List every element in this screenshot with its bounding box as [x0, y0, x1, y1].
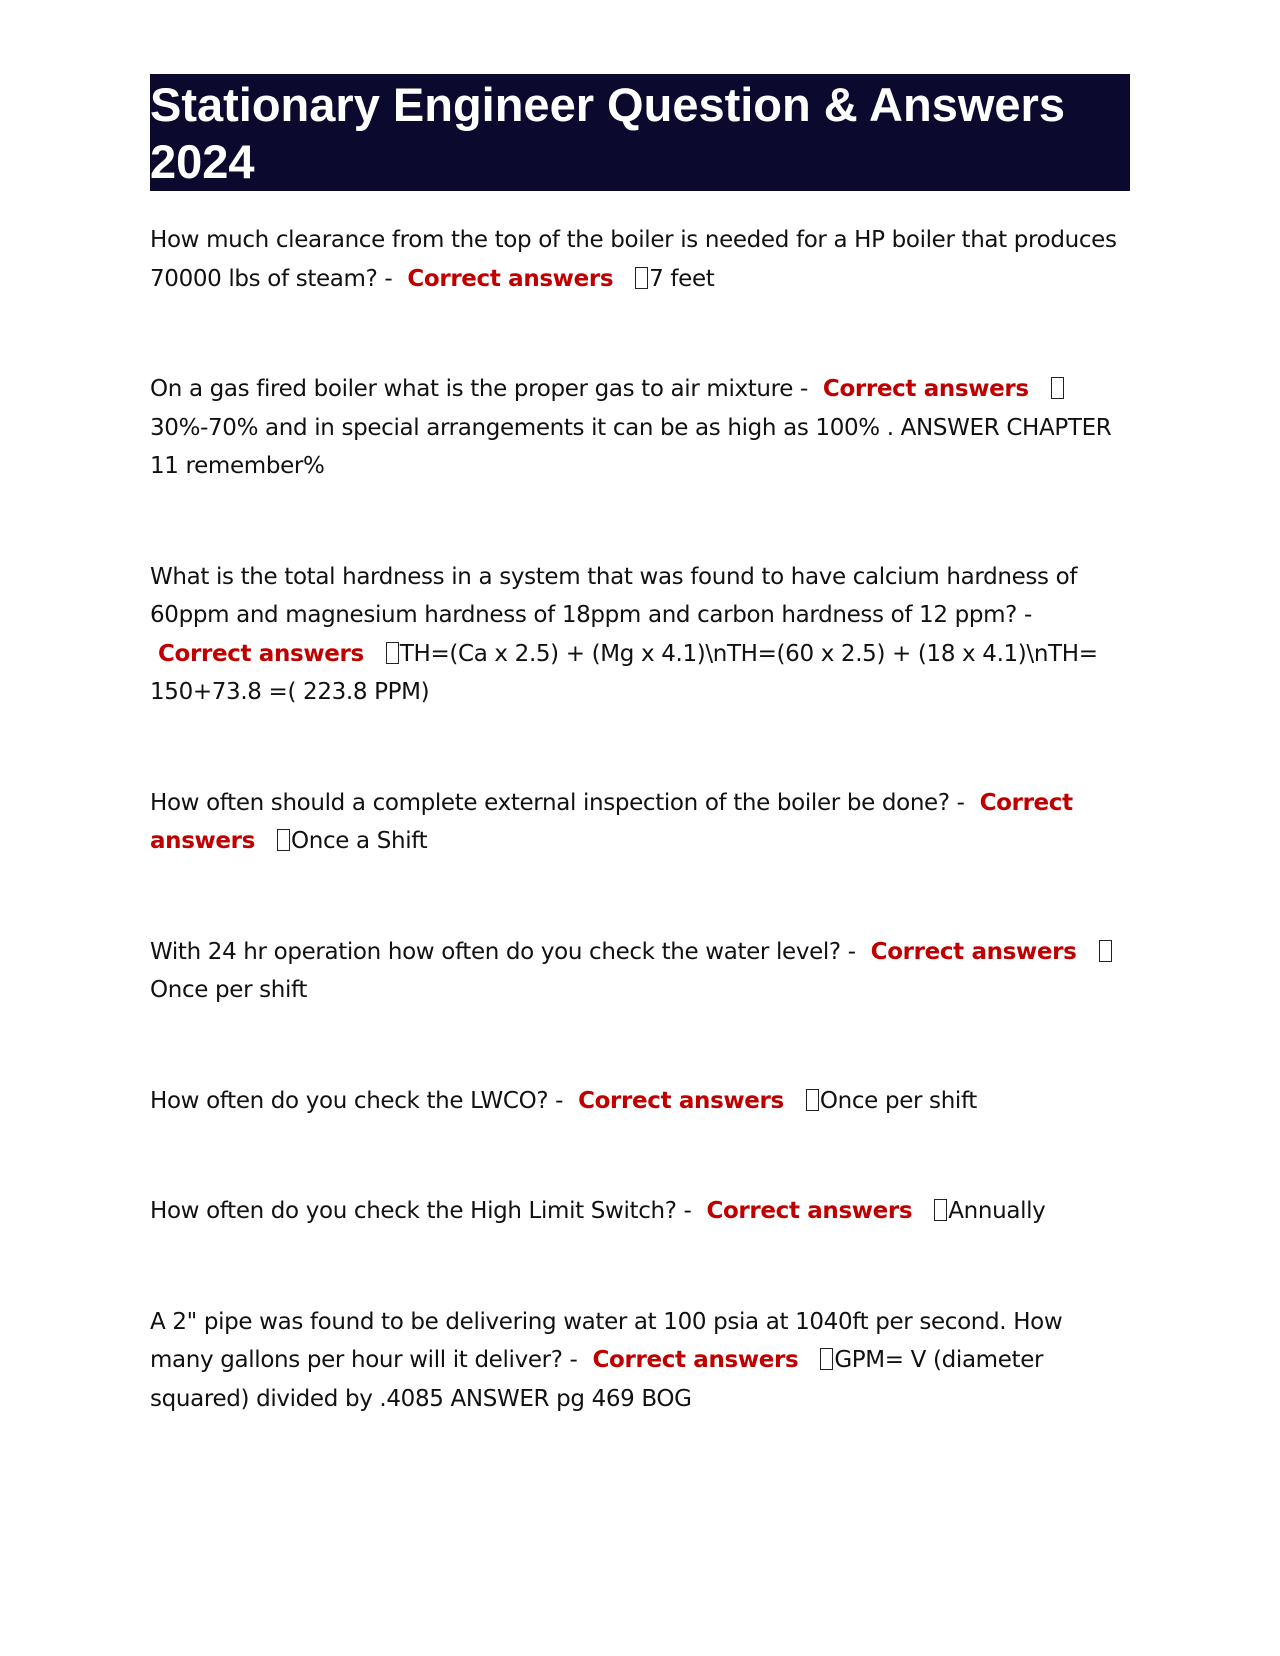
missing-glyph-box-icon	[1051, 377, 1064, 399]
correct-answers-label: Correct answers	[158, 640, 364, 667]
answer-text: Once per shift	[819, 1087, 977, 1114]
qa-item	[150, 1082, 1130, 1121]
missing-glyph-box-icon	[1099, 940, 1112, 962]
correct-answers-label: Correct answers	[706, 1198, 913, 1224]
answer-text: 30%-70% and in special arrangements it can be as high as 100% . ANSWER CHAPTER 11 remember%	[150, 414, 1112, 479]
qa-item	[150, 221, 1130, 298]
answer-text: TH=(Ca x 2.5) + (Mg x 4.1)\nTH=(60 x 2.5) + (18 x 4.1)\nTH= 150+73.8 =( 223.8 PPM)	[150, 640, 1098, 705]
question-text: How often do you check the High Limit Switch? -	[150, 1198, 692, 1224]
question-text: How often do you check the LWCO? -	[150, 1087, 564, 1114]
missing-glyph-box-icon	[934, 1199, 947, 1221]
missing-glyph-box-icon	[386, 642, 399, 664]
missing-glyph-box-icon	[635, 267, 648, 289]
qa-item	[150, 1192, 1130, 1231]
question-text: How often should a complete external inspection of the boiler be done? -	[150, 789, 965, 816]
correct-answers-label: Correct answers	[592, 1347, 799, 1373]
qa-list	[150, 221, 1130, 1418]
missing-glyph-box-icon	[820, 1348, 833, 1370]
answer-text: GPM= V (diameter squared) divided by .4085 ANSWER pg 469 BOG	[150, 1347, 1044, 1412]
missing-glyph-box-icon	[806, 1089, 819, 1111]
correct-answers-label: Correct answers	[870, 938, 1077, 965]
qa-item	[150, 933, 1130, 1010]
question-text: What is the total hardness in a system that was found to have calcium hardness of 60ppm and magnesium hardness of 18ppm and carbon hardness of 12 ppm? -	[150, 563, 1078, 628]
question-text: With 24 hr operation how often do you check the water level? -	[150, 938, 856, 965]
question-text: A 2" pipe was found to be delivering water at 100 psia at 1040ft per second. How many gallons per hour will it deliver? -	[150, 1308, 1063, 1373]
missing-glyph-box-icon	[277, 829, 290, 851]
answer-text: 7 feet	[649, 265, 715, 292]
answer-text: Annually	[948, 1198, 1046, 1224]
qa-item	[150, 1303, 1130, 1419]
qa-item	[150, 784, 1130, 861]
qa-item	[150, 558, 1130, 712]
answer-text: Once a Shift	[291, 828, 428, 854]
correct-answers-label: Correct answers	[407, 265, 614, 292]
question-text: On a gas fired boiler what is the proper gas to air mixture -	[150, 376, 808, 402]
qa-item	[150, 370, 1130, 486]
correct-answers-label: Correct answers	[822, 376, 1029, 402]
document-title: Stationary Engineer Question & Answers 2024	[150, 74, 1130, 191]
question-text: How much clearance from the top of the boiler is needed for a HP boiler that produces 70000 lbs of steam? -	[150, 227, 1117, 292]
answer-text: Once per shift	[150, 977, 308, 1003]
correct-answers-label: Correct answers	[150, 789, 1073, 854]
document-page	[150, 74, 1130, 1418]
correct-answers-label: Correct answers	[578, 1087, 784, 1114]
